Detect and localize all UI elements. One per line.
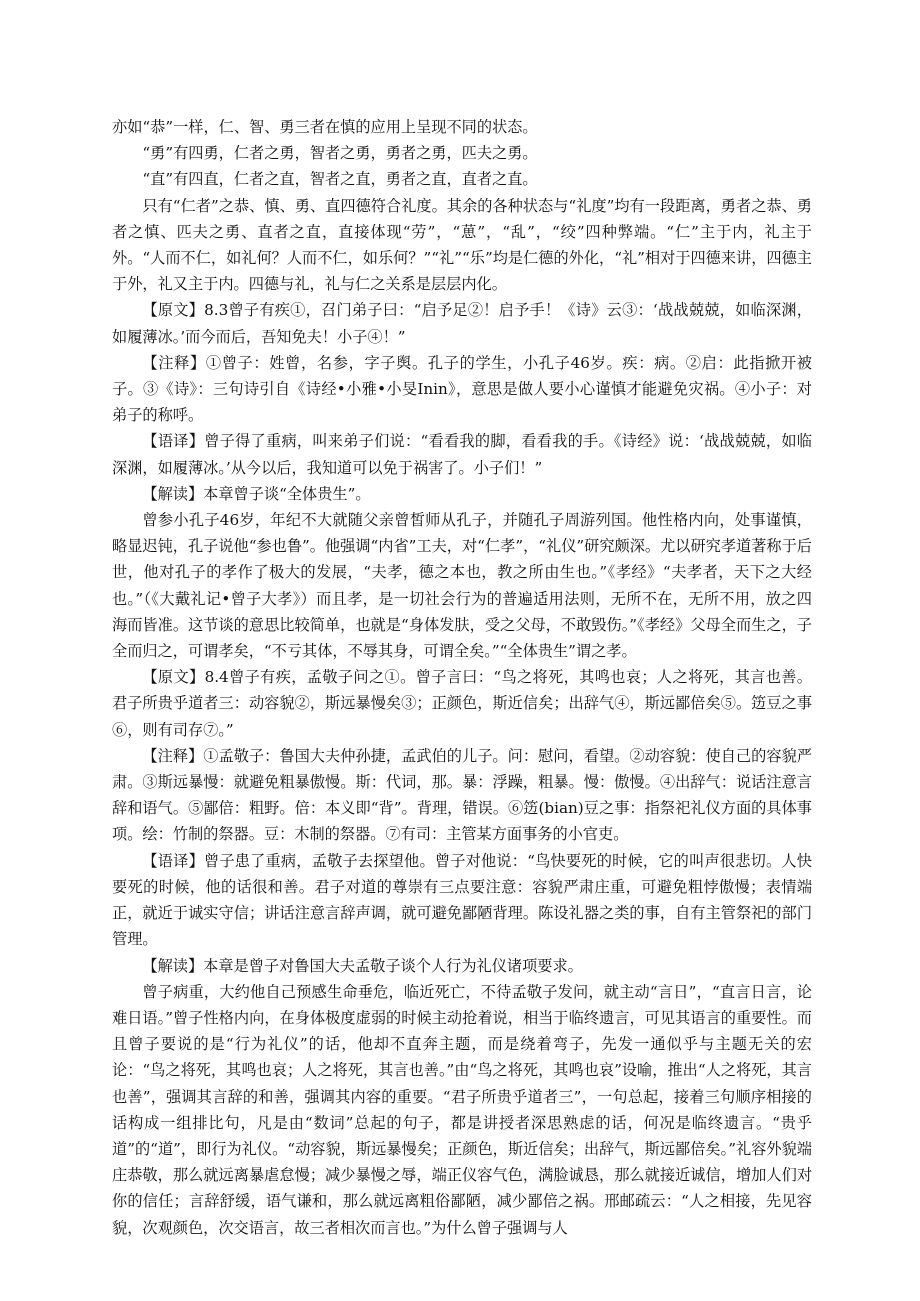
- paragraph: 【语译】曾子患了重病，孟敬子去探望他。曾子对他说：“鸟快要死的时候，它的叫声很悲切。人快要死的时候，他的话很和善。君子对道的尊崇有三点要注意：容貌严肃庄重，可避免粗悖傲慢；表情端正，就近于诚实守信；讲话注意言辞声调，就可避免鄙陋背理。陈设礼器之类的事，自有主管祭祀的部门管理。: [112, 851, 812, 949]
- paragraph: 【解读】本章曾子谈“全体贵生”。: [142, 484, 371, 503]
- paragraph: “勇”有四勇，仁者之勇，智者之勇，勇者之勇，匹夫之勇。: [142, 144, 538, 163]
- paragraph: 【原文】8.4曾子有疾，孟敬子问之①。曾子言曰：“鸟之将死，其鸣也哀；人之将死，其言也善。君子所贵乎道者三：动容貌②，斯远暴慢矣③；正颜色，斯近信矣；出辞气④，斯远鄙倍矣⑤。笾豆之事⑥，则有司存⑦。”: [112, 668, 812, 739]
- paragraph: 【注释】①孟敬子：鲁国大夫仲孙捷，孟武伯的儿子。问：慰问，看望。②动容貌：使自己的容貌严肃。③斯远暴慢：就避免粗暴傲慢。斯：代词，那。暴：浮躁，粗暴。慢：傲慢。④出辞气：说话注意言辞和语气。⑤鄙倍：粗野。倍：本义即“背”。背理，错误。⑥笾(bian)豆之事：指祭祀礼仪方面的具体事项。绘：竹制的祭器。豆：木制的祭器。⑦有司：主管某方面事务的小官吏。: [112, 746, 812, 844]
- paragraph: 亦如“恭”一样，仁、智、勇三者在慎的应用上呈现不同的状态。: [112, 118, 538, 136]
- paragraph: “直”有四直，仁者之直，智者之直，勇者之直，直者之直。: [142, 170, 538, 189]
- document-body: [112, 114, 812, 1241]
- paragraph: 【语译】曾子得了重病，叫来弟子们说：“看看我的脚，看看我的手。《诗经》说：‘战战兢兢，如临深渊，如履薄冰。’从今以后，我知道可以免于祸害了。小子们！”: [112, 432, 812, 477]
- paragraph: 【解读】本章是曾子对鲁国大夫孟敬子谈个人行为礼仪诸项要求。: [142, 956, 583, 975]
- paragraph: 只有“仁者”之恭、慎、勇、直四德符合礼度。其余的各种状态与“礼度”均有一段距离，勇者之恭、勇者之慎、匹夫之勇、直者之直，直接体现“劳”，“葸”，“乱”，“绞”四种弊端。“仁”主于内，礼主于外。“人而不仁，如礼何？人而不仁，如乐何？”“礼”“乐”均是仁德的外化，“礼”相对于四德来讲，四德主于外，礼又主于内。四德与礼，礼与仁之关系是层层内化。: [112, 196, 812, 294]
- paragraph: 曾参小孔子46岁，年纪不大就随父亲曾皙师从孔子，并随孔子周游列国。他性格内向，处事谨慎，略显迟钝，孔子说他“参也鲁”。他强调“内省”工夫，对“仁孝”，“礼仪”研究颇深。尤以研究孝道著称于后世，他对孔子的孝作了极大的发展，“夫孝，德之本也，教之所由生也。”《孝经》“夫孝者，天下之大经也。”（《大戴礼记•曾子大孝》）而且孝，是一切社会行为的普遍适用法则，无所不在，无所不用，放之四海而皆准。这节谈的意思比较简单，也就是“身体发肤，受之父母，不敢毁伤。”《孝经》父母全而生之，子全而归之，可谓孝矣，“不亏其体，不辱其身，可谓全矣。”“全体贵生”谓之孝。: [112, 511, 812, 661]
- paragraph: 曾子病重，大约他自己预感生命垂危，临近死亡，不待孟敬子发问，就主动“言日”，“直言日言，论难日语。”曾子性格内向，在身体极度虚弱的时候主动抢着说，相当于临终遗言，可见其语言的重要性。而且曾子要说的是“行为礼仪”的话，他却不直奔主题，而是绕着弯子，先发一通似乎与主题无关的宏论：“鸟之将死，其鸣也哀；人之将死，其言也善。”由“鸟之将死，其鸣也哀”设喻，推出“人之将死，其言也善”，强调其言辞的和善，强调其内容的重要。“君子所贵乎道者三”，一句总起，接着三句顺序相接的话构成一组排比句，凡是由“数词”总起的句子，都是讲授者深思熟虑的话，何况是临终遗言。“贵乎道”的“道”，即行为礼仪。“动容貌，斯远暴慢矣；正颜色，斯近信矣；出辞气，斯远鄙倍矣。”礼容外貌端庄恭敬，那么就远离暴虐怠慢；减少暴慢之辱，端正仪容气色，满脸诚恳，那么就接近诚信，增加人们对你的信任；言辞舒缓，语气谦和，那么就远离粗俗鄙陋，减少鄙倍之祸。邢邮疏云：“人之相接，先见容貌，次观颜色，次交语言，故三者相次而言也。”为什么曾子强调与人: [112, 982, 812, 1237]
- paragraph: 【原文】8.3曾子有疾①，召门弟子曰：“启予足②！启予手！《诗》云③：‘战战兢兢，如临深渊，如履薄冰。’而今而后，吾知免夫！小子④！”: [112, 301, 812, 346]
- paragraph: 【注释】①曾子：姓曾，名参，字子舆。孔子的学生，小孔子46岁。疾：病。②启：此指掀开被子。③《诗》：三句诗引自《诗经•小雅•小旻Inin》，意思是做人要小心谨慎才能避免灾祸。④小子：对弟子的称呼。: [112, 353, 812, 425]
